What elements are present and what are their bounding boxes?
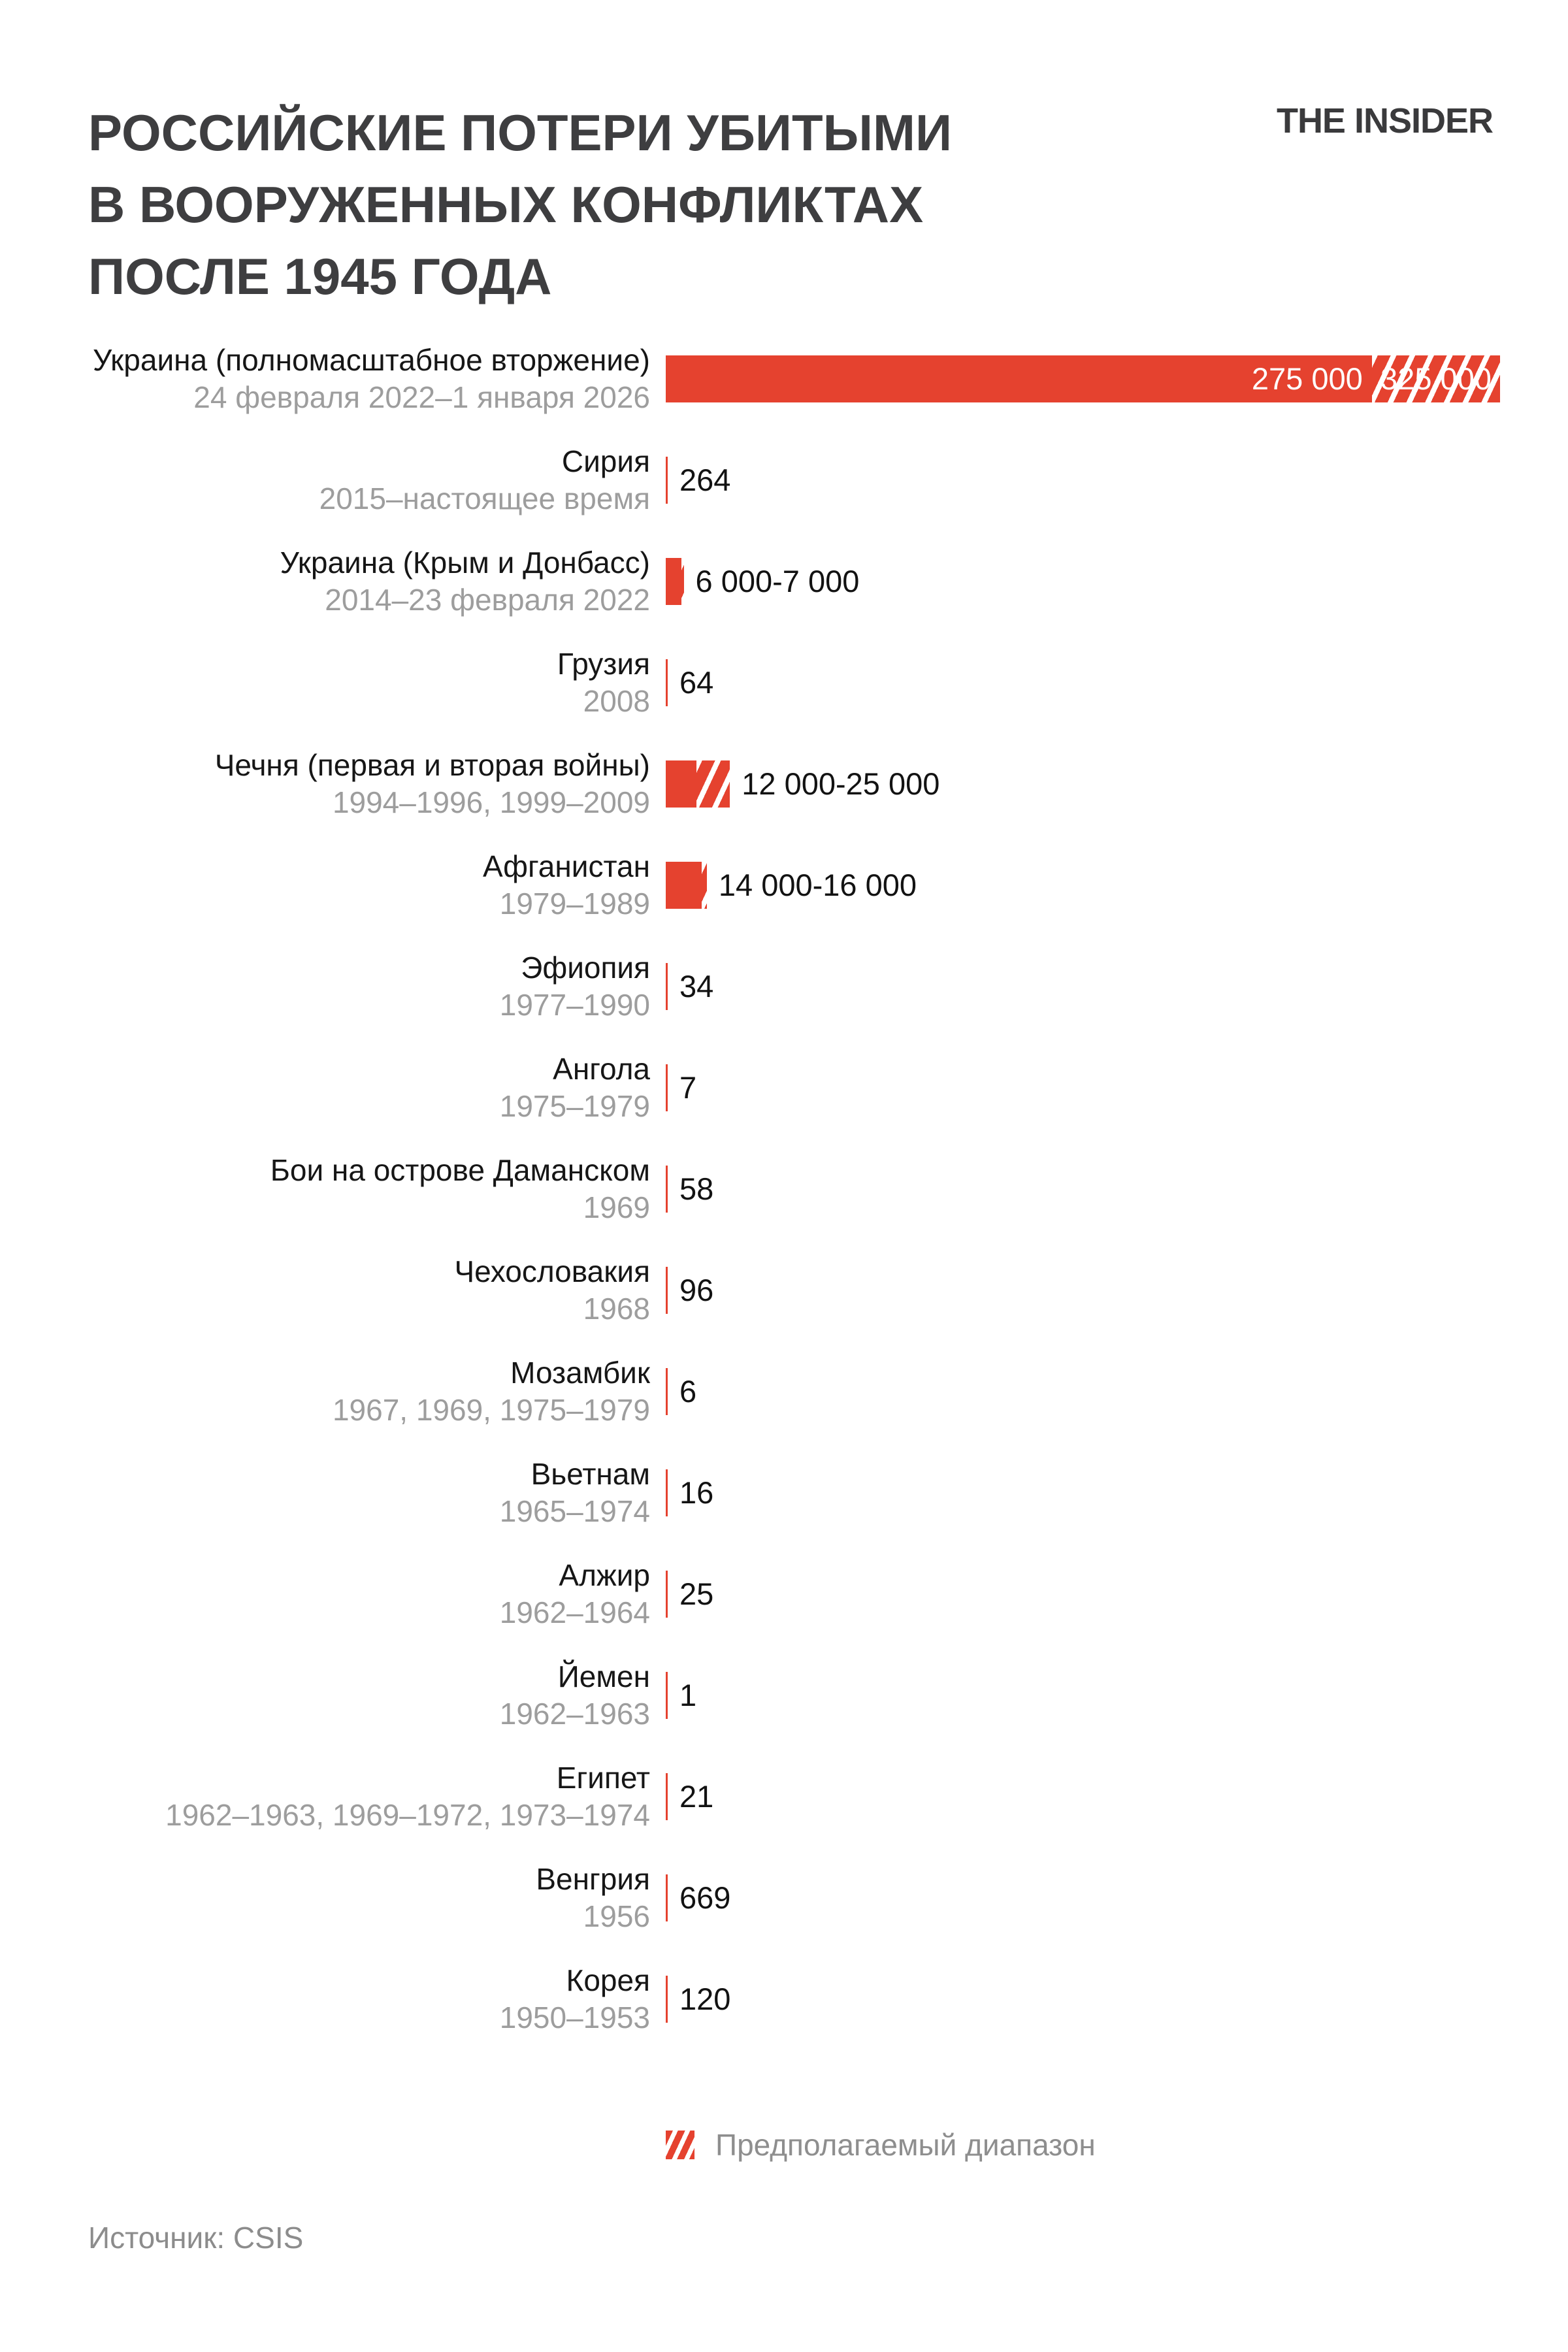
row-labels <box>0 1354 650 1429</box>
conflict-name: Ангола <box>553 1051 650 1086</box>
row-labels <box>0 1557 650 1631</box>
conflict-name: Эфиопия <box>521 950 650 985</box>
bar <box>666 862 707 909</box>
conflict-name: Украина (полномасштабное вторжение) <box>93 342 650 377</box>
conflict-dates: 24 февраля 2022–1 января 2026 <box>193 380 650 414</box>
conflict-name: Афганистан <box>482 849 650 883</box>
conflict-name: Вьетнам <box>531 1456 650 1491</box>
row-labels <box>0 949 650 1024</box>
conflict-name: Грузия <box>557 646 650 681</box>
row-labels <box>0 1051 650 1125</box>
chart-row <box>0 936 1568 1037</box>
value-label: 34 <box>679 969 714 1004</box>
value-label-max: 325 000 <box>1380 361 1492 396</box>
bar-cell <box>666 963 713 1010</box>
bar <box>666 659 668 706</box>
bar-solid-segment <box>666 1368 668 1415</box>
conflict-dates: 1967, 1969, 1975–1979 <box>332 1392 650 1427</box>
conflict-name: Йемен <box>557 1659 650 1693</box>
bar-cell <box>666 1469 713 1516</box>
chart-row <box>0 1341 1568 1442</box>
conflict-dates: 1962–1963 <box>499 1696 650 1731</box>
conflict-dates: 1968 <box>583 1291 650 1326</box>
bar <box>666 1571 668 1618</box>
bar-cell <box>666 760 939 808</box>
conflict-name: Корея <box>566 1963 650 1997</box>
bar-cell <box>666 355 1500 402</box>
bar <box>666 457 668 504</box>
conflict-name: Венгрия <box>536 1861 650 1896</box>
value-label: 7 <box>679 1070 697 1105</box>
bar-solid-segment <box>666 963 668 1010</box>
conflict-dates: 1962–1964 <box>499 1595 650 1629</box>
value-label: 14 000-16 000 <box>718 868 917 902</box>
value-label: 264 <box>679 463 731 497</box>
page-title-line-2: В ВООРУЖЕННЫХ КОНФЛИКТАХ <box>88 176 924 233</box>
bar <box>666 1976 668 2023</box>
conflict-dates: 1950–1953 <box>499 2000 650 2034</box>
conflict-dates: 2015–настоящее время <box>319 481 650 515</box>
row-labels <box>0 1962 650 2036</box>
bar-cell <box>666 558 859 605</box>
conflict-dates: 1956 <box>583 1899 650 1933</box>
chart-row <box>0 1037 1568 1138</box>
chart-row <box>0 1442 1568 1543</box>
value-label: 6 <box>679 1374 697 1409</box>
bar-hatch-segment <box>696 760 730 808</box>
bar-hatch-segment <box>702 862 707 909</box>
bar-cell <box>666 1166 713 1213</box>
value-label: 669 <box>679 1880 731 1915</box>
bar <box>666 1874 668 1921</box>
bar-solid-segment <box>666 1571 668 1618</box>
conflict-name: Украина (Крым и Донбасс) <box>280 545 650 580</box>
bar-solid-segment <box>666 1064 668 1111</box>
legend <box>666 2127 1096 2163</box>
bar-solid-segment <box>666 1976 668 2023</box>
bar-cell <box>666 1368 696 1415</box>
bar-hatch-segment <box>681 558 684 605</box>
value-label: 16 <box>679 1475 714 1510</box>
bar-cell <box>666 1672 696 1719</box>
chart-row <box>0 328 1568 429</box>
value-label-min: 275 000 <box>1251 361 1363 396</box>
conflict-dates: 1969 <box>583 1190 650 1224</box>
row-labels <box>0 848 650 923</box>
row-labels <box>0 342 650 416</box>
conflict-dates: 1994–1996, 1999–2009 <box>332 785 650 819</box>
source-note: Источник: CSIS <box>88 2221 304 2255</box>
conflict-name: Бои на острове Даманском <box>270 1152 650 1187</box>
conflict-name: Египет <box>556 1760 650 1795</box>
value-label: 58 <box>679 1171 714 1206</box>
chart-row <box>0 1847 1568 1948</box>
value-label: 12 000-25 000 <box>742 766 940 801</box>
value-label: 1 <box>679 1678 697 1712</box>
page-title-line-3: ПОСЛЕ 1945 ГОДА <box>88 248 552 305</box>
bar-chart <box>0 328 1568 2050</box>
bar <box>666 558 684 605</box>
chart-row <box>0 1138 1568 1239</box>
row-labels <box>0 1253 650 1328</box>
value-label: 64 <box>679 665 714 700</box>
bar-solid-segment <box>666 659 668 706</box>
conflict-dates: 1979–1989 <box>499 886 650 921</box>
bar <box>666 1064 668 1111</box>
chart-row <box>0 531 1568 632</box>
value-label: 96 <box>679 1273 714 1307</box>
bar-solid-segment <box>666 1267 668 1314</box>
bar-hatch-segment <box>1372 355 1501 402</box>
header <box>88 97 1493 312</box>
bar <box>666 1773 668 1820</box>
chart-row <box>0 1746 1568 1847</box>
value-label: 6 000-7 000 <box>695 564 860 598</box>
bar-solid-segment <box>666 1874 668 1921</box>
chart-row <box>0 1239 1568 1341</box>
row-labels <box>0 1658 650 1733</box>
bar <box>666 1267 668 1314</box>
conflict-dates: 1977–1990 <box>499 987 650 1022</box>
row-labels <box>0 1861 650 1935</box>
chart-row <box>0 834 1568 936</box>
row-labels <box>0 544 650 619</box>
bar <box>666 355 1500 402</box>
bar-solid-segment <box>666 1469 668 1516</box>
conflict-dates: 2008 <box>583 683 650 718</box>
chart-row <box>0 429 1568 531</box>
bar-cell <box>666 1773 713 1820</box>
bar-cell <box>666 862 917 909</box>
bar <box>666 1368 668 1415</box>
bar-cell <box>666 1874 730 1921</box>
bar-cell <box>666 1064 696 1111</box>
bar-solid-segment <box>666 558 681 605</box>
bar <box>666 1672 668 1719</box>
conflict-name: Сирия <box>561 444 650 478</box>
chart-row <box>0 1948 1568 2050</box>
legend-label: Предполагаемый диапазон <box>715 2128 1096 2162</box>
value-label: 21 <box>679 1779 714 1814</box>
conflict-name: Чечня (первая и вторая войны) <box>214 747 650 782</box>
the-insider-logo: THE INSIDER <box>1276 101 1493 140</box>
conflict-dates: 1965–1974 <box>499 1494 650 1528</box>
chart-row <box>0 733 1568 834</box>
estimated-range-swatch-icon <box>666 2131 694 2159</box>
bar-cell <box>666 1267 713 1314</box>
bar-solid-segment <box>666 355 1372 402</box>
row-labels <box>0 443 650 517</box>
bar <box>666 1166 668 1213</box>
bar-solid-segment <box>666 760 696 808</box>
bar-cell <box>666 1976 730 2023</box>
conflict-dates: 1962–1963, 1969–1972, 1973–1974 <box>165 1797 650 1832</box>
bar-cell <box>666 659 713 706</box>
page-title-line-1: РОССИЙСКИЕ ПОТЕРИ УБИТЫМИ <box>88 104 953 161</box>
row-labels <box>0 1456 650 1530</box>
bar <box>666 1469 668 1516</box>
bar-solid-segment <box>666 457 668 504</box>
bar-solid-segment <box>666 1166 668 1213</box>
conflict-dates: 2014–23 февраля 2022 <box>325 582 650 617</box>
bar <box>666 760 730 808</box>
conflict-dates: 1975–1979 <box>499 1088 650 1123</box>
value-label: 120 <box>679 1982 731 2016</box>
row-labels <box>0 1759 650 1834</box>
bar <box>666 963 668 1010</box>
conflict-name: Мозамбик <box>510 1355 650 1390</box>
conflict-name: Алжир <box>559 1558 650 1592</box>
bar-cell <box>666 457 730 504</box>
conflict-name: Чехословакия <box>454 1254 650 1288</box>
bar-solid-segment <box>666 862 702 909</box>
chart-row <box>0 1644 1568 1746</box>
row-labels <box>0 645 650 720</box>
bar-solid-segment <box>666 1773 668 1820</box>
value-label: 25 <box>679 1576 714 1611</box>
chart-row <box>0 1543 1568 1644</box>
row-labels <box>0 747 650 821</box>
bar-cell <box>666 1571 713 1618</box>
chart-row <box>0 632 1568 733</box>
row-labels <box>0 1152 650 1226</box>
bar-solid-segment <box>666 1672 668 1719</box>
